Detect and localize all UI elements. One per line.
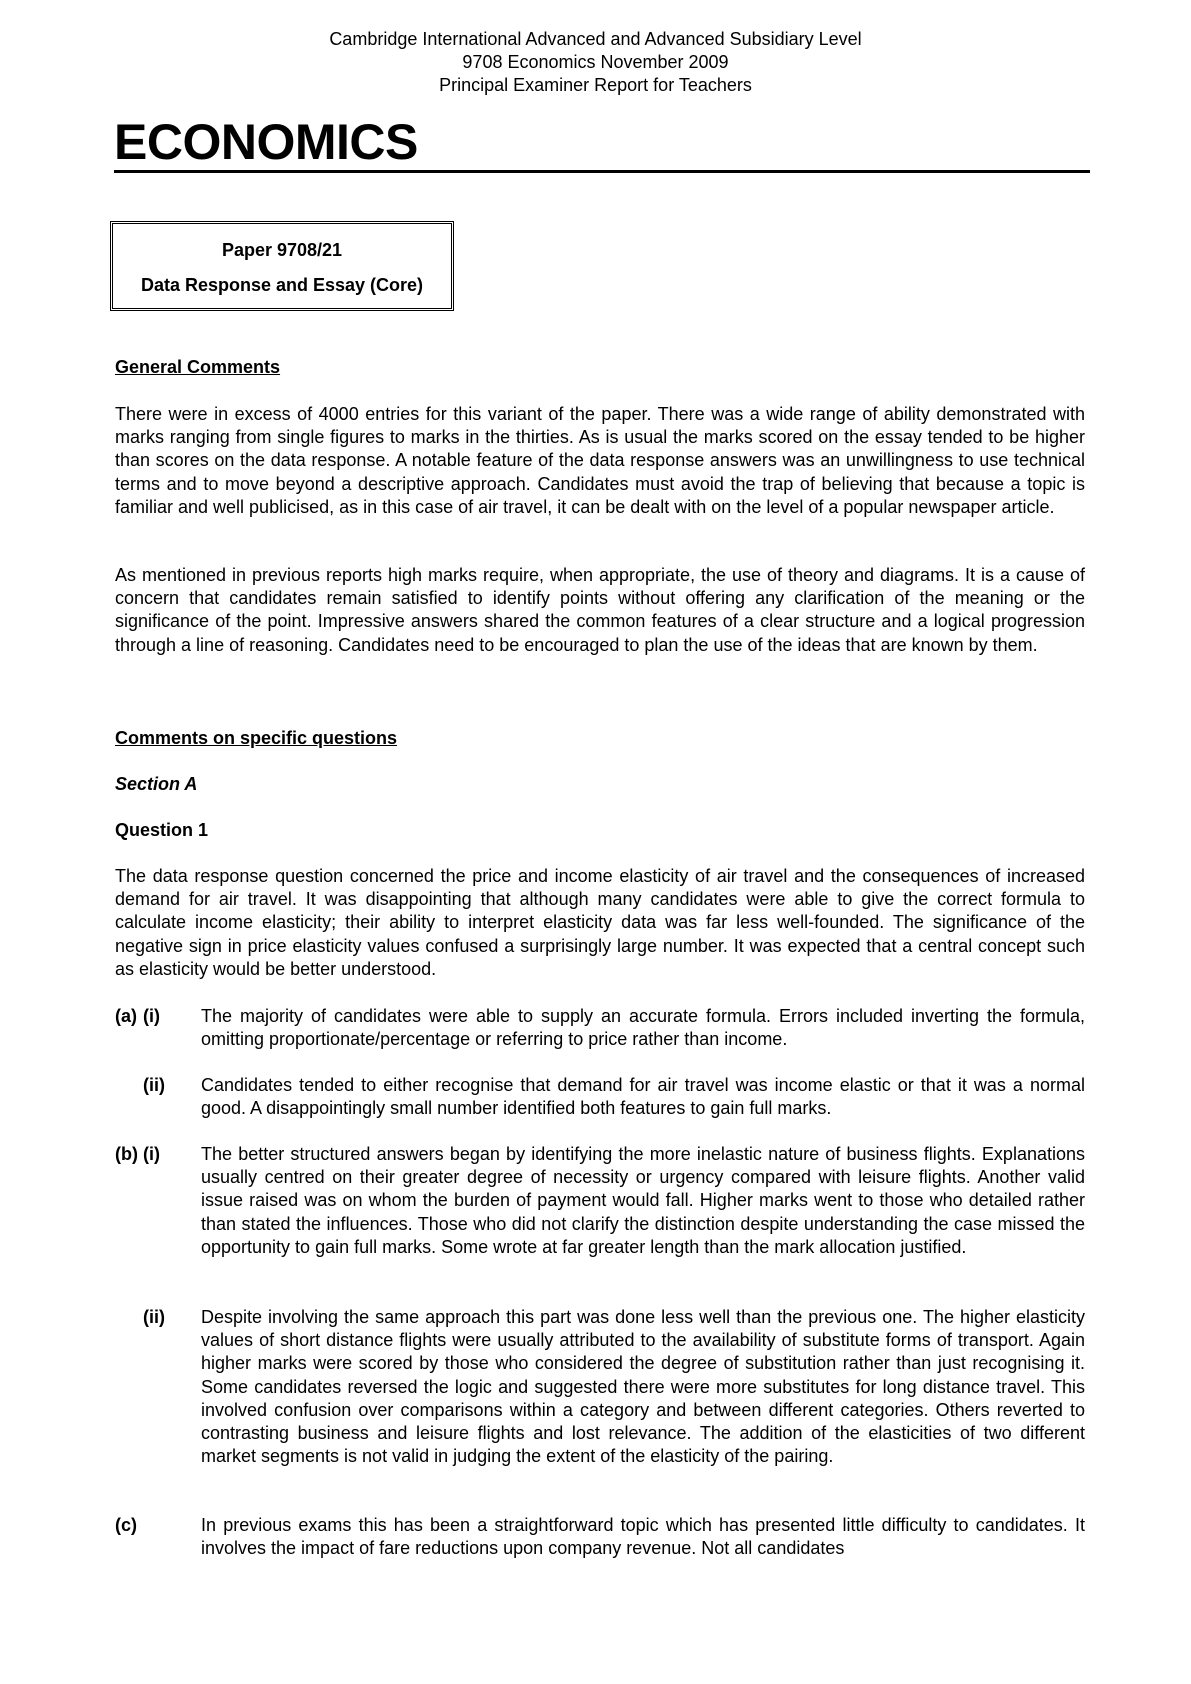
report-header <box>0 28 1191 97</box>
part-label: (c) <box>115 1515 137 1535</box>
subpart-label: (i) <box>143 1006 160 1026</box>
general-comments-paragraph-2: As mentioned in previous reports high marks require, when appropriate, the use of theory and diagrams. It is a cause of concern that candidates remain satisfied to identify points without offering any clarification of the meaning or the significance of the point. Impressive answers shared the common features of a clear structure and a logical progression through a line of reasoning. Candidates need to be encouraged to plan the use of the ideas that are known by them. <box>115 565 1085 655</box>
question-intro-paragraph: The data response question concerned the price and income elasticity of air travel and the consequences of increased demand for air travel. It was disappointing that although many candidates were able to give the correct formula to calculate income elasticity; their ability to interpret elasticity data was far less well-founded. The significance of the negative sign in price elasticity values confused a surprisingly large number. It was expected that a central concept such as elasticity would be better understood. <box>115 866 1085 979</box>
question-heading: Question 1 <box>115 820 209 840</box>
subpart-label: (ii) <box>143 1075 165 1095</box>
specific-comments-heading: Comments on specific questions <box>115 728 398 748</box>
item-text: Candidates tended to either recognise that demand for air travel was income elastic or that it was a normal good. A disappointingly small number identified both features to gain full marks. <box>201 1075 1085 1119</box>
subpart-label: (ii) <box>143 1307 165 1327</box>
general-comments-heading: General Comments <box>115 357 281 377</box>
item-text: Despite involving the same approach this part was done less well than the previous one. The higher elasticity values of short distance flights were usually attributed to the availability of substitute forms of transport. Again higher marks were scored by those who considered the degree of substitution rather than just recognising it. Some candidates reversed the logic and suggested there were more substitutes for long distance travel. This involved confusion over comparisons within a category and between different categories. Others reverted to contrasting business and leisure flights and lost relevance. The addition of the elasticities of two different market segments is not valid in judging the extent of the elasticity of the pairing. <box>201 1307 1085 1467</box>
general-comments-paragraph-1: There were in excess of 4000 entries for this variant of the paper. There was a wide range of ability demonstrated with marks ranging from single figures to marks in the thirties. As is usual the marks scored on the essay tended to be higher than scores on the data response. A notable feature of the data response answers was an unwillingness to use technical terms and to move beyond a descriptive approach. Candidates must avoid the trap of believing that because a topic is familiar and well publicised, as in this case of air travel, it can be dealt with on the level of a popular newspaper article. <box>115 404 1085 517</box>
header-line-3: Principal Examiner Report for Teachers <box>439 75 752 95</box>
item-text: In previous exams this has been a straightforward topic which has presented little difficulty to candidates. It involves the impact of fare reductions upon company revenue. Not all candidates <box>201 1515 1085 1559</box>
subject-title: ECONOMICS <box>114 114 418 170</box>
subpart-label: (i) <box>143 1144 160 1164</box>
item-text: The majority of candidates were able to supply an accurate formula. Errors included inverting the formula, omitting proportionate/percentage or referring to price rather than income. <box>201 1006 1085 1050</box>
paper-number: Paper 9708/21 <box>221 240 343 260</box>
item-text: The better structured answers began by identifying the more inelastic nature of business flights. Explanations usually centred on their greater degree of necessity or urgency compared with leisure flights. Another valid issue raised was on whom the burden of payment would fall. Higher marks went to those who detailed rather than stated the influences. Those who did not clarify the distinction despite understanding the case missed the opportunity to gain full marks. Some wrote at far greater length than the mark allocation justified. <box>201 1144 1085 1257</box>
header-line-2: 9708 Economics November 2009 <box>462 52 729 72</box>
section-heading: Section A <box>115 774 198 794</box>
part-label: (b) <box>115 1144 138 1164</box>
paper-box <box>110 221 454 311</box>
paper-name: Data Response and Essay (Core) <box>140 275 424 295</box>
part-label: (a) <box>115 1006 137 1026</box>
header-line-1: Cambridge International Advanced and Advanced Subsidiary Level <box>329 29 862 49</box>
title-rule <box>114 170 1090 173</box>
